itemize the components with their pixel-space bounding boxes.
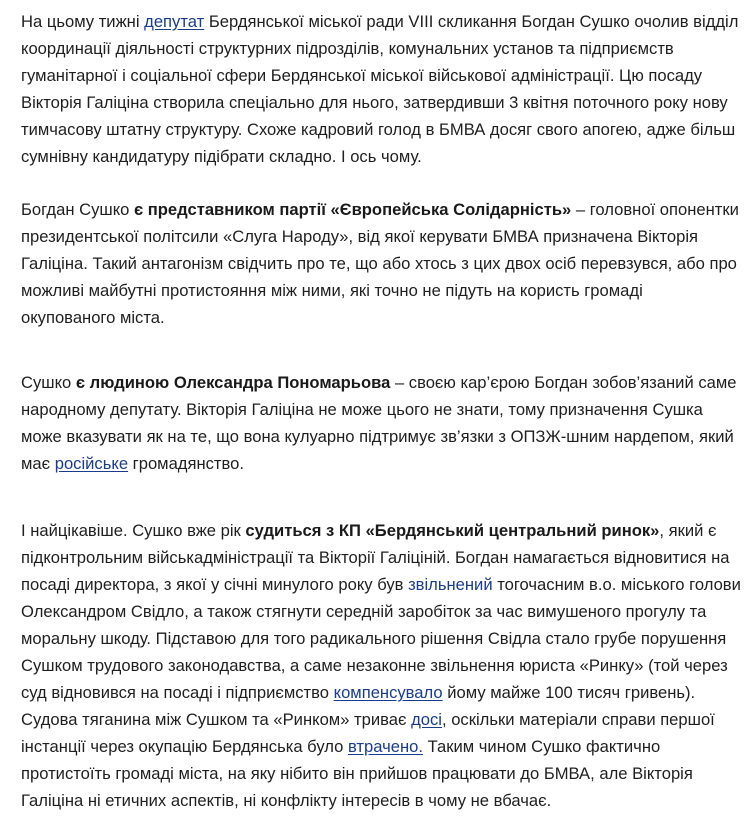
text-segment: – головної опонентки президентської політсили «Слуга Народу», від якої керувати БМВА призначена Вікторія Галіціна. Такий антагонізм свідчить про те, що або хтось з цих двох осіб перевзувся, або про можливі майбутні протистояння між ними, які точно не підуть на користь громаді окупованого міста.: [21, 200, 739, 327]
text-segment: йому майже 100 тисяч гривень). Судова тяганина між Сушком та «Ринком» триває: [21, 683, 696, 729]
link-lost[interactable]: втрачено.: [347, 737, 423, 756]
paragraph-3: [21, 369, 741, 477]
link-compensated[interactable]: компенсувало: [333, 683, 443, 702]
text-segment: , оскільки матеріали справи першої інстанції через окупацію Бердянська було: [21, 710, 715, 756]
text-segment: , який є підконтрольним військадміністрації та Вікторії Галіціній. Богдан намагається відновитися на посаді директора, з якої у січні минулого року був: [21, 521, 730, 594]
text-segment: тогочасним в.о. міського голови Олександром Свідло, а також стягнути середній заробіток за час вимушеного прогулу та моральну шкоду. Підставою для того радикального рішення Свідла стало грубе порушення Сушком трудового законодавства, а саме незаконне звільнення юриста «Ринку» (той через суд відновився на посаді і підприємство: [21, 575, 741, 702]
text-segment: – своєю кар’єрою Богдан зобов’язаний саме народному депутату. Вікторія Галіціна не може цього не знати, тому призначення Сушка може вказувати як на те, що вона кулуарно підтримує зв’язки з ОПЗЖ-шним нардепом, який має: [21, 373, 737, 473]
text-segment: Таким чином Сушко фактично протистоїть громаді міста, на яку нібито він прийшов працювати до БМВА, але Вікторія Галіціна ні етичних аспектів, ні конфлікту інтересів в чому не вбачає.: [21, 737, 693, 810]
link-deputat[interactable]: депутат: [144, 12, 205, 31]
paragraph-1: [21, 8, 741, 170]
link-still[interactable]: досі: [411, 710, 442, 729]
text-segment: На цьому тижні: [21, 12, 145, 31]
text-segment: І найцікавіше. Сушко вже рік: [21, 521, 246, 540]
text-segment: Бердянської міської ради VIII скликання Богдан Сушко очолив відділ координації діяльності структурних підрозділів, комунальних установ та підприємств гуманітарної і соціальної сфери Бердянської міської військової адміністрації. Цю посаду Вікторія Галіціна створила спеціально для нього, затвердивши 3 квітня поточного року нову тимчасову штатну структуру. Схоже кадровий голод в БМВА досяг свого апогею, адже більш сумнівну кандидатуру підібрати складно. І ось чому.: [21, 12, 739, 166]
paragraph-4: [21, 517, 741, 814]
bold-segment-lawsuit: судиться з КП «Бердянський центральний ринок»: [245, 521, 660, 540]
bold-segment-party: є представником партії «Європейська Солідарність»: [134, 200, 572, 219]
paragraph-2: [21, 196, 741, 331]
text-segment: Богдан Сушко: [21, 200, 134, 219]
bold-segment-ponomarov: є людиною Олександра Пономарьова: [75, 373, 391, 392]
text-segment: громадянство.: [128, 454, 245, 473]
link-dismissed[interactable]: звільнений: [408, 575, 493, 594]
text-segment: Сушко: [21, 373, 76, 392]
link-russian-citizenship[interactable]: російське: [54, 454, 129, 473]
